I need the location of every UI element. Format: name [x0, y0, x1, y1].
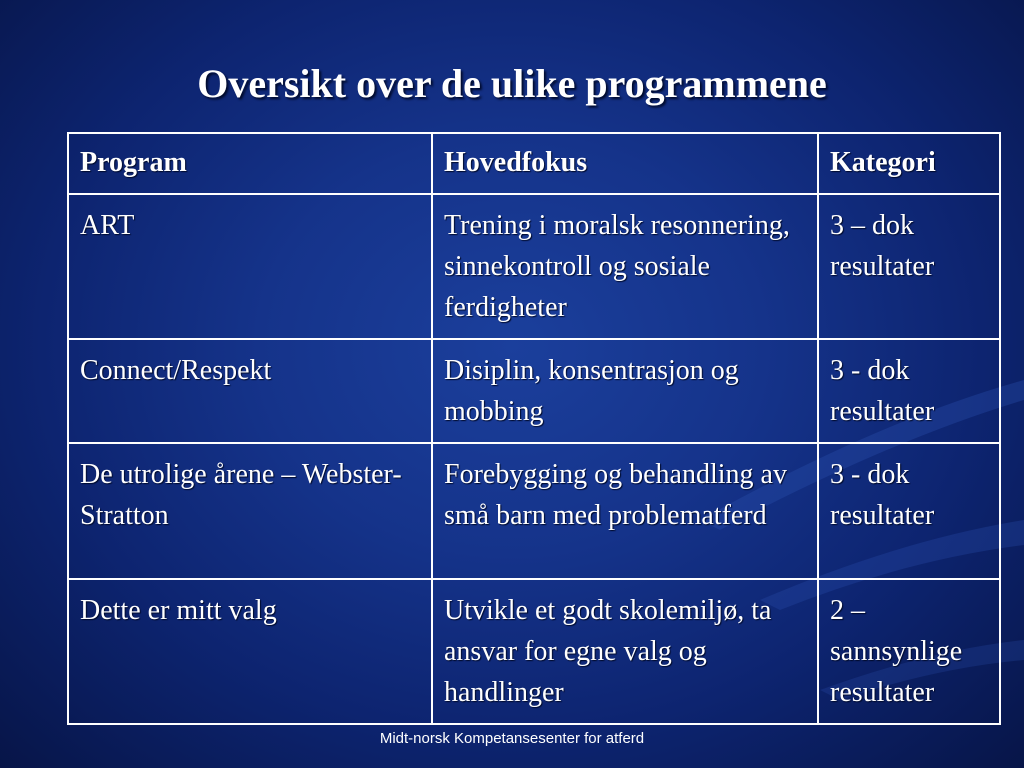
cell-program: De utrolige årene – Webster-Stratton [68, 443, 432, 579]
slide-title: Oversikt over de ulike programmene [197, 61, 827, 106]
table-row [68, 443, 1000, 579]
cell-program: Dette er mitt valg [68, 579, 432, 724]
cell-category: 3 - dok resultater [818, 339, 1000, 443]
cell-program: ART [68, 194, 432, 339]
header-program: Program [68, 133, 432, 194]
table-row [68, 194, 1000, 339]
cell-category: 2 – sannsynlige resultater [818, 579, 1000, 724]
cell-program: Connect/Respekt [68, 339, 432, 443]
slide-footer: Midt-norsk Kompetansesenter for atferd [379, 730, 645, 747]
table-row [68, 339, 1000, 443]
program-table [67, 132, 1001, 725]
cell-category: 3 - dok resultater [818, 443, 1000, 579]
header-category: Kategori [818, 133, 1000, 194]
cell-focus: Disiplin, konsentrasjon og mobbing [432, 339, 818, 443]
cell-focus: Forebygging og behandling av små barn med problematferd [432, 443, 818, 579]
cell-category: 3 – dok resultater [818, 194, 1000, 339]
cell-focus: Trening i moralsk resonnering, sinnekontroll og sosiale ferdigheter [432, 194, 818, 339]
cell-focus: Utvikle et godt skolemiljø, ta ansvar for egne valg og handlinger [432, 579, 818, 724]
header-focus: Hovedfokus [432, 133, 818, 194]
table-header-row [68, 133, 1000, 194]
program-table-container [67, 132, 999, 725]
table-row [68, 579, 1000, 724]
